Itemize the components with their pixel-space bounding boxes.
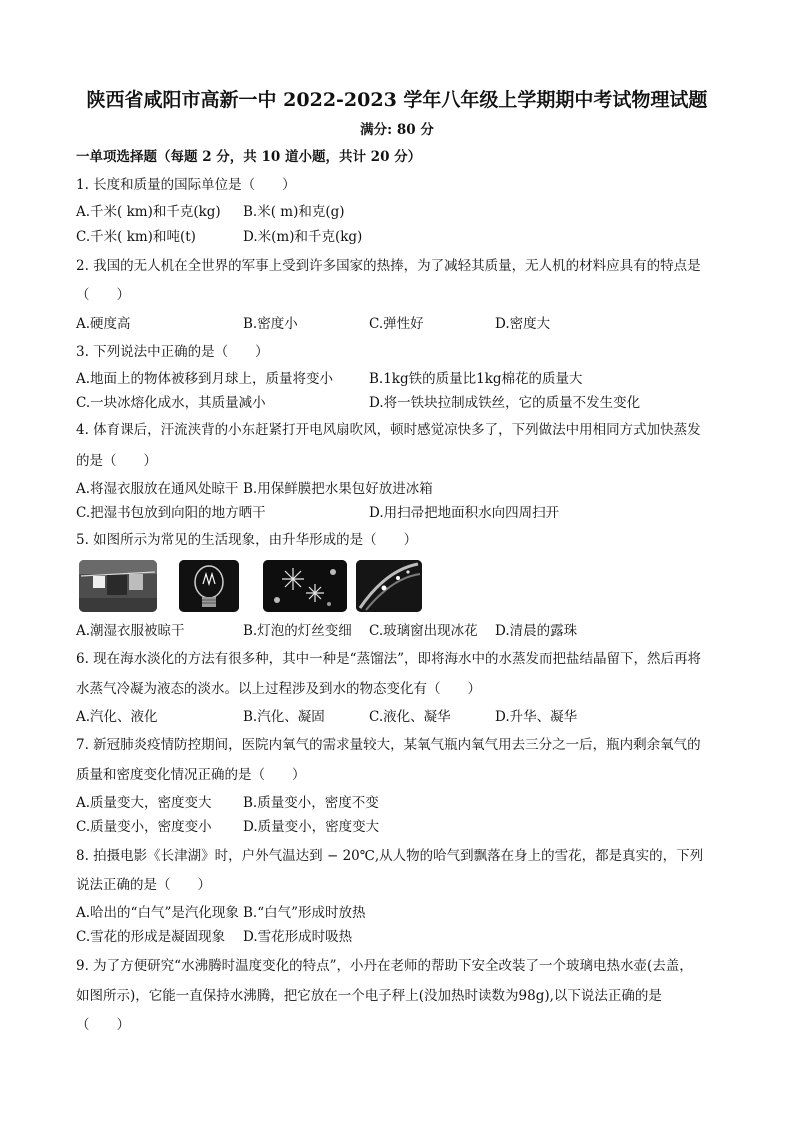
question-5-option-a: A.潮湿衣服被晾干 bbox=[76, 623, 185, 639]
question-7-option-b: B.质量变小，密度不变 bbox=[243, 795, 379, 811]
question-9-stem-line-1: 9. 为了方便研究“水沸腾时温度变化的特点”，小丹在老师的帮助下安全改装了一个玻璃电热水壶(去盖， bbox=[76, 958, 693, 974]
question-3-option-a: A.地面上的物体被移到月球上，质量将变小 bbox=[76, 371, 334, 387]
question-3-option-c: C.一块冰熔化成水，其质量减小 bbox=[76, 395, 266, 411]
question-1-option-a: A.千米( km)和千克(kg) bbox=[76, 204, 221, 220]
question-4-stem-line-1: 4. 体育课后，汗流浃背的小东赶紧打开电风扇吹风，顿时感觉凉快多了，下列做法中用相同方式加快蒸发 bbox=[76, 422, 701, 438]
question-8-option-d: D.雪花形成时吸热 bbox=[243, 929, 353, 945]
total-score: 满分: 80 分 bbox=[360, 122, 434, 138]
question-5-option-b: B.灯泡的灯丝变细 bbox=[243, 623, 352, 639]
question-2-stem-line-1: 2. 我国的无人机在全世界的军事上受到许多国家的热捧，为了减轻其质量，无人机的材料应具有的特点是 bbox=[76, 258, 701, 274]
question-8-stem-line-2: 说法正确的是（ ） bbox=[76, 877, 211, 893]
question-6-stem-line-1: 6. 现在海水淡化的方法有很多种，其中一种是“蒸馏法”，即将海水中的水蒸发而把盐结晶留下，然后再将 bbox=[76, 651, 701, 667]
question-3-option-d: D.将一铁块拉制成铁丝，它的质量不发生变化 bbox=[369, 395, 641, 411]
question-7-stem-line-1: 7. 新冠肺炎疫情防控期间，医院内氧气的需求量较大，某氧气瓶内氧气用去三分之一后，瓶内剩余氧气的 bbox=[76, 737, 701, 753]
question-4-option-d: D.用扫帚把地面积水向四周扫开 bbox=[369, 505, 560, 521]
question-8-stem-line-1: 8. 拍摄电影《长津湖》时，户外气温达到 − 20℃,从人物的哈气到飘落在身上的雪花，都是真实的，下列 bbox=[76, 848, 704, 864]
photo-morning-dew bbox=[356, 560, 422, 612]
question-1-option-c: C.千米( km)和吨(t) bbox=[76, 229, 196, 245]
photo-clothes-drying bbox=[79, 560, 157, 612]
question-5-option-d: D.清晨的露珠 bbox=[495, 623, 578, 639]
question-2-option-a: A.硬度高 bbox=[76, 316, 131, 332]
question-8-option-a: A.哈出的“白气”是汽化现象 bbox=[76, 905, 239, 921]
question-8-option-b: B.“白气”形成时放热 bbox=[243, 905, 366, 921]
question-1-option-b: B.米( m)和克(g) bbox=[243, 204, 345, 220]
question-2-option-c: C.弹性好 bbox=[369, 316, 424, 332]
question-5-option-c: C.玻璃窗出现冰花 bbox=[369, 623, 478, 639]
question-7-option-a: A.质量变大，密度变大 bbox=[76, 795, 212, 811]
page-title: 陕西省咸阳市高新一中 2022-2023 学年八年级上学期期中考试物理试题 bbox=[86, 89, 708, 111]
question-6-option-d: D.升华、凝华 bbox=[495, 709, 578, 725]
question-9-stem-line-3: （ ） bbox=[76, 1017, 130, 1033]
question-5-stem: 5. 如图所示为常见的生活现象，由升华形成的是（ ） bbox=[76, 532, 418, 548]
question-3-stem: 3. 下列说法中正确的是（ ） bbox=[76, 344, 269, 360]
question-7-option-c: C.质量变小，密度变小 bbox=[76, 819, 212, 835]
question-2-option-d: D.密度大 bbox=[495, 316, 551, 332]
photo-light-bulb bbox=[179, 560, 239, 612]
section-heading: 一单项选择题（每题 2 分，共 10 道小题，共计 20 分） bbox=[76, 149, 422, 165]
question-7-option-d: D.质量变小，密度变大 bbox=[243, 819, 380, 835]
question-3-option-b: B.1kg铁的质量比1kg棉花的质量大 bbox=[369, 371, 583, 387]
question-1-stem: 1. 长度和质量的国际单位是（ ） bbox=[76, 177, 296, 193]
question-6-option-a: A.汽化、液化 bbox=[76, 709, 158, 725]
question-4-option-c: C.把湿书包放到向阳的地方晒干 bbox=[76, 505, 266, 521]
question-6-stem-line-2: 水蒸气冷凝为液态的淡水。以上过程涉及到水的物态变化有（ ） bbox=[76, 681, 481, 697]
question-4-option-a: A.将湿衣服放在通风处晾干 bbox=[76, 481, 239, 497]
question-4-option-b: B.用保鲜膜把水果包好放进冰箱 bbox=[243, 481, 433, 497]
question-9-stem-line-2: 如图所示)，它能一直保持水沸腾，把它放在一个电子秤上(没加热时读数为98g),以下说法正确的是 bbox=[76, 988, 662, 1004]
question-6-option-b: B.汽化、凝固 bbox=[243, 709, 325, 725]
question-6-option-c: C.液化、凝华 bbox=[369, 709, 451, 725]
photo-window-frost bbox=[263, 560, 347, 612]
question-2-stem-line-2: （ ） bbox=[76, 287, 130, 303]
question-1-option-d: D.米(m)和千克(kg) bbox=[243, 229, 363, 245]
question-8-option-c: C.雪花的形成是凝固现象 bbox=[76, 929, 226, 945]
question-7-stem-line-2: 质量和密度变化情况正确的是（ ） bbox=[76, 767, 306, 783]
question-2-option-b: B.密度小 bbox=[243, 316, 298, 332]
question-4-stem-line-2: 的是（ ） bbox=[76, 453, 157, 469]
